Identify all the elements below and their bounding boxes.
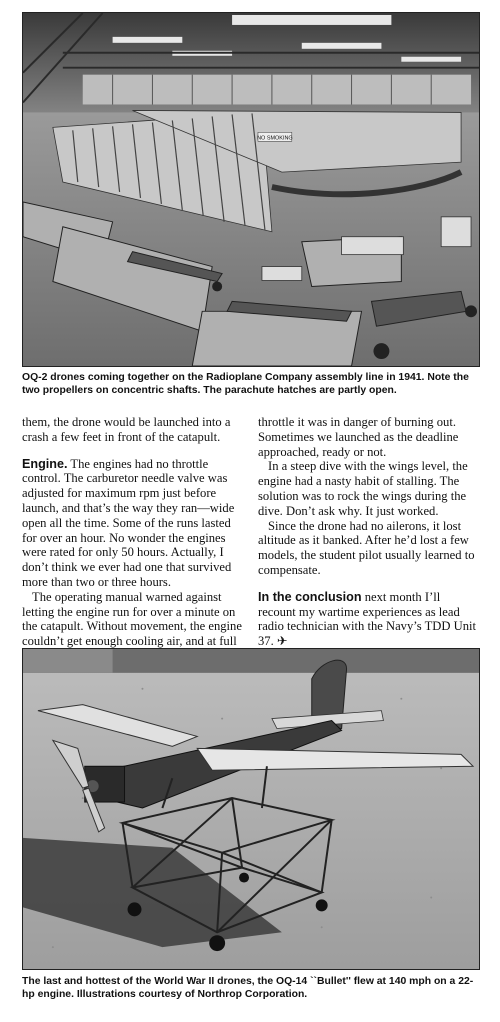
figure1-caption: OQ-2 drones coming together on the Radioplane Company assembly line in 1941. Note the two propellers on concentric shafts. The parachute hatches are partly open. [22,372,469,396]
col2-paragraph-2: In a steep dive with the wings level, the engine had a nasty habit of stalling. The solution was to rock the wings during the dive. Don’t ask why. It just worked. [258,459,468,518]
conclusion-subhead: In the conclusion [258,589,362,604]
drone-on-stand-photo [22,648,480,970]
no-smoking-sign: NO SMOKING [257,135,293,142]
col2-paragraph-3: Since the drone had no ailerons, it lost altitude as it banked. After he’d lost a few models, the student pilot usually learned to compensate. [258,518,475,577]
assembly-line-photo [22,12,480,367]
col1-paragraph-2-text: The engines had no throttle control. The carburetor needle valve was adjusted for maximum rpm just before launch, and that’s the way they ran—wide open all the time. Some of the runs lasted for over an hour. No wonder the engines were rated for only 50 hours. Actually, I don’t think we ever had one that survived more than two or three hours. [22,456,235,589]
col2-paragraph-1: throttle it was in danger of burning out. Sometimes we launched as the deadline approached, ready or not. [258,415,459,459]
col1-paragraph-3: The operating manual warned against letting the engine run for over a minute on the catapult. Without movement, the engine couldn’t get enough cooling air, and at full [22,589,242,649]
end-mark-icon: ✈ [276,633,288,649]
engine-subhead: Engine. [22,456,68,471]
figure2-caption: The last and hottest of the World War II drones, the OQ-14 ``Bullet'' flew at 140 mph on a 22-hp engine. Illustrations courtesy of Northrop Corporation. [22,976,474,1000]
article-column-left [22,415,242,649]
col2-paragraph-4 [258,590,480,649]
col1-paragraph-2 [22,457,242,590]
col2-paragraph-4-text: next month I’ll recount my wartime experiences as lead radio technician with the Navy’s TDD Unit 37. [258,589,477,649]
col1-paragraph-1: them, the drone would be launched into a crash a few feet in front of the catapult. [22,415,231,444]
article-column-right [258,415,480,649]
